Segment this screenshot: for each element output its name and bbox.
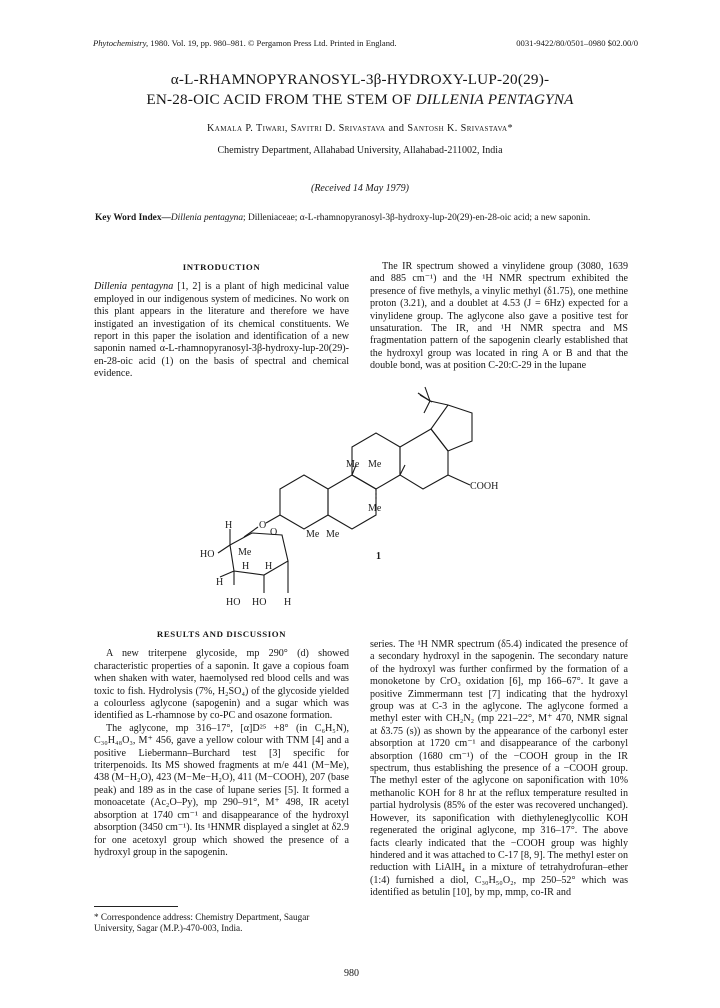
ring-b bbox=[328, 475, 376, 529]
keyword-rest: ; Dilleniaceae; α-L-rhamnopyranosyl-3β-hydroxy-lup-20(29)-en-28-oic acid; a new saponin. bbox=[243, 213, 591, 223]
ring-d bbox=[400, 429, 448, 489]
journal-citation: 1980. Vol. 19, pp. 980–981. © Pergamon Press Ltd. Printed in England. bbox=[150, 38, 397, 48]
page-number: 980 bbox=[344, 968, 359, 979]
correspondence-footnote: * Correspondence address: Chemistry Department, Saugar University, Sagar (M.P.)-470-003, India. bbox=[94, 912, 310, 933]
footnote-rule bbox=[94, 906, 178, 907]
compound-number: 1 bbox=[376, 551, 381, 562]
h-label-5: H bbox=[284, 597, 292, 608]
methyl-label-1: Me bbox=[346, 459, 360, 470]
right-column-bottom bbox=[370, 639, 628, 900]
h-label-2: H bbox=[242, 561, 250, 572]
ho-label-3: HO bbox=[252, 597, 267, 608]
introduction-section bbox=[94, 261, 349, 381]
ho-label-1: HO bbox=[200, 549, 215, 560]
right-top-paragraph: The IR spectrum showed a vinylidene group (3080, 1639 and 885 cm⁻¹) and the ¹H NMR spectrum exhibited the presence of five methyls, a vinylic methyl (δ1.75), one methine proton (3.21), and a doublet at 4.53 (J = 6Hz) expected for a vinylidene group. The aglycone also gave a positive test for unsaturation. The IR, and ¹H NMR spectra and MS fragmentation pattern of the sapogenin clearly established that the hydroxyl group was located in ring A or B and that the double bond, was at position C-20:C-29 in the lupane bbox=[370, 261, 628, 372]
introduction-paragraph bbox=[94, 281, 349, 380]
methyl-label-2: Me bbox=[368, 459, 382, 470]
results-paragraph-1: A new triterpene glycoside, mp 290° (d) showed characteristic properties of a saponin. It gave a copious foam when shaken with water, haemolysed red blood cells and was toxic to fish. Hydrolysis (7%, H₂SO₄) of the glycoside yielded a colourless aglycone (sapogenin) and a sugar which was identified as L-rhamnose by co-PC and osazone formation. bbox=[94, 648, 349, 722]
intro-text: [1, 2] is a plant of high medicinal value employed in our indigenous system of medicines. No work on this plant appears in the literature and therefore we have instigated an investigation of its chemical constituents. We report in this paper the isolation and identification of a new saponin named α-L-rhamnopyranosyl-3β-hydroxy-lup-20(29)-en-28-oic acid (1) on the basis of spectral and chemical evidence. bbox=[94, 281, 349, 380]
author-and: and bbox=[388, 123, 405, 134]
running-header-left bbox=[93, 38, 397, 48]
keyword-index bbox=[95, 212, 625, 224]
right-column-top bbox=[370, 261, 628, 373]
received-date: (Received 14 May 1979) bbox=[310, 183, 409, 194]
running-header-right: 0031-9422/80/0501–0980 $02.00/0 bbox=[516, 38, 638, 48]
h-label-4: H bbox=[216, 577, 224, 588]
author-list bbox=[60, 123, 660, 134]
structure-figure bbox=[180, 385, 540, 610]
intro-species: Dillenia pentagyna bbox=[94, 281, 174, 293]
results-heading: RESULTS AND DISCUSSION bbox=[156, 629, 287, 639]
ring-a bbox=[280, 475, 328, 529]
ring-oxygen-label: O bbox=[270, 527, 278, 538]
methyl-label-4: Me bbox=[306, 529, 320, 540]
introduction-heading: INTRODUCTION bbox=[182, 262, 261, 272]
author-3: Santosh K. Srivastava* bbox=[407, 123, 513, 134]
h-label-1: H bbox=[225, 520, 233, 531]
results-section bbox=[94, 628, 349, 859]
results-paragraph-2: The aglycone, mp 316–17°, [α]D²⁵ +8° (in C₆H₅N), C₃₀H₄₈O₃, M⁺ 456, gave a yellow colour with TNM [4] and a positive Liebermann–Burchard test [3] specific for triterpenoids. Its MS showed fragments at m/e 441 (M−Me), 438 (M−H₂O), 423 (M−Me−H₂O), 411 (M−COOH), 207 (base peak) and 189 as in the case of lupane series [5]. It formed a monoacetate (Ac₂O–Py), mp 290–91°, M⁺ 498, IR acetyl absorption at 1740 cm⁻¹ and disappearance of the hydroxyl absorption (3450 cm⁻¹). Its ¹HNMR displayed a singlet at δ2.9 for one acetoxyl group which showed the presence of a hydroxyl group in the sapogenin. bbox=[94, 722, 349, 858]
title-line-2-plain: EN-28-OIC ACID FROM THE STEM OF bbox=[146, 91, 416, 108]
title-line-1: α-L-RHAMNOPYRANOSYL-3β-HYDROXY-LUP-20(29)- bbox=[170, 71, 550, 88]
author-1: Kamala P. Tiwari, bbox=[207, 123, 288, 134]
author-2: Savitri D. Srivastava bbox=[290, 123, 386, 134]
title-species: DILLENIA PENTAGYNA bbox=[415, 91, 574, 108]
journal-name: Phytochemistry, bbox=[93, 38, 149, 48]
glycosidic-oxygen-label: O bbox=[259, 520, 267, 531]
h-label-3: H bbox=[265, 561, 273, 572]
cooh-label: COOH bbox=[470, 481, 499, 492]
methyl-label-3: Me bbox=[368, 503, 382, 514]
methyl-label-5: Me bbox=[326, 529, 340, 540]
right-bottom-paragraph: series. The ¹H NMR spectrum (δ5.4) indicated the presence of a secondary hydroxyl in the sapogenin. The secondary nature of the hydroxyl was further confirmed by the formation of a monoketone by CrO₃ oxidation [6], mp 166–67°. It gave a positive Zimmermann test [7] indicating that the hydroxyl group was at C-3 in the aglycone. The aglycone formed a methyl ester with CH₂N₂ (mp 221–22°, M⁺ 470, NMR signal at δ3.75 (s)) as shown by the appearance of the carbonyl ester absorption at 1720 cm⁻¹ and disappearance of the carbonyl absorption (1680 cm⁻¹) of the −COOH group in the IR spectrum, thus establishing the presence of a −COOH group. The methyl ester of the aglycone on saponification with 10% methanolic KOH for 8 hr at the reflux temperature resulted in partial hydrolysis (85% of the ester was recovered unchanged). However, its saponification with diethyleneglycollic KOH regenerated the original aglycone, mp 316–17°. The above facts clearly indicated that the −COOH group was highly hindered and it was attached to C-17 [8, 9]. The methyl ester on reduction with LiAlH₄ in a mixture of tetrahydrofuran–ether (1:4) furnished a diol, C₃₀H₅₀O₂, mp 250–52° which was identified as betulin [10], by mp, mmp, co-IR and bbox=[370, 639, 628, 899]
title-line-2 bbox=[60, 90, 660, 110]
ring-e bbox=[431, 405, 472, 451]
paper-title bbox=[60, 70, 660, 110]
keyword-species: Dillenia pentagyna bbox=[170, 213, 244, 223]
sugar-methyl-label: Me bbox=[238, 547, 252, 558]
keyword-label: Key Word Index— bbox=[95, 213, 171, 223]
ho-label-2: HO bbox=[226, 597, 241, 608]
affiliation: Chemistry Department, Allahabad University, Allahabad-211002, India bbox=[217, 145, 503, 156]
